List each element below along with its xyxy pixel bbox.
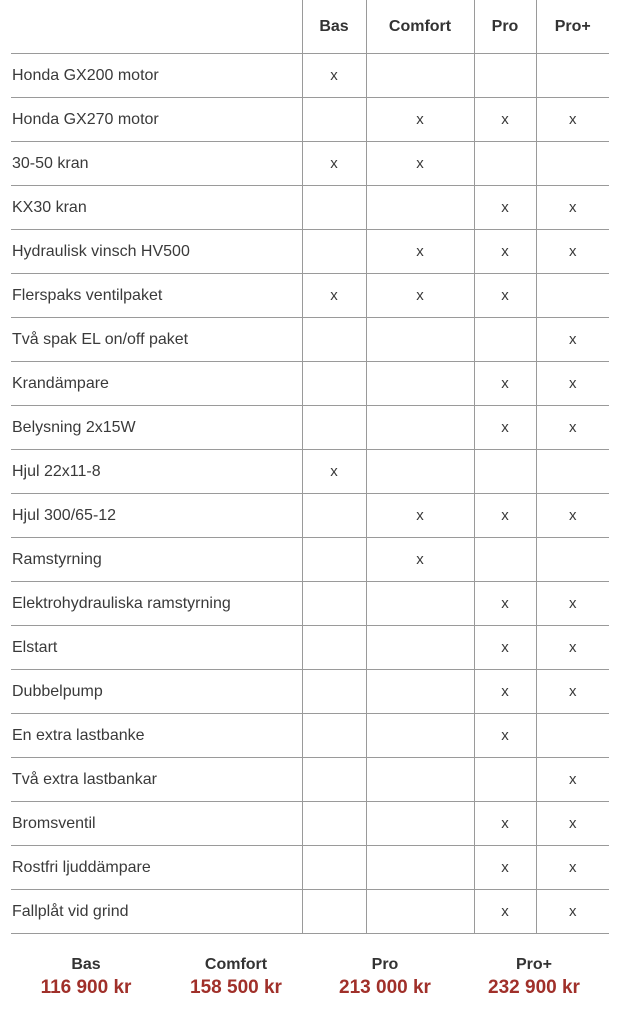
feature-mark-cell: [302, 758, 366, 802]
feature-name: 30-50 kran: [11, 142, 302, 186]
feature-mark-cell: [366, 406, 474, 450]
feature-mark-cell: x: [536, 406, 609, 450]
price-comfort: [161, 955, 311, 1001]
feature-mark-cell: [536, 538, 609, 582]
feature-name: Elstart: [11, 626, 302, 670]
feature-mark-cell: x: [474, 890, 536, 934]
feature-mark-cell: x: [474, 670, 536, 714]
header-feature: [11, 0, 302, 54]
table-row: [11, 362, 609, 406]
feature-name: Två spak EL on/off paket: [11, 318, 302, 362]
header-pro: Pro: [474, 0, 536, 54]
price-value: 213 000 kr: [339, 977, 431, 998]
feature-mark-cell: x: [366, 98, 474, 142]
header-row: [11, 0, 609, 54]
feature-mark-cell: [536, 54, 609, 98]
feature-name: Belysning 2x15W: [11, 406, 302, 450]
table-row: [11, 626, 609, 670]
feature-mark-cell: x: [474, 362, 536, 406]
feature-mark-cell: [302, 494, 366, 538]
feature-mark-cell: [366, 626, 474, 670]
feature-mark-cell: [302, 230, 366, 274]
feature-name: KX30 kran: [11, 186, 302, 230]
feature-mark-cell: [366, 846, 474, 890]
feature-mark-cell: [302, 318, 366, 362]
feature-mark-cell: [366, 758, 474, 802]
table-row: [11, 538, 609, 582]
feature-mark-cell: x: [366, 142, 474, 186]
feature-mark-cell: [366, 450, 474, 494]
feature-mark-cell: [302, 846, 366, 890]
feature-mark-cell: [536, 714, 609, 758]
feature-mark-cell: x: [474, 582, 536, 626]
feature-mark-cell: x: [536, 802, 609, 846]
feature-mark-cell: [302, 406, 366, 450]
feature-comparison-table: [11, 0, 609, 934]
feature-mark-cell: [302, 890, 366, 934]
price-name: Comfort: [204, 956, 268, 973]
price-value: 116 900 kr: [40, 977, 132, 998]
table-row: [11, 802, 609, 846]
feature-mark-cell: [366, 318, 474, 362]
table-row: [11, 450, 609, 494]
feature-mark-cell: x: [474, 98, 536, 142]
table-row: [11, 98, 609, 142]
table-row: [11, 406, 609, 450]
feature-mark-cell: [474, 54, 536, 98]
feature-mark-cell: [536, 450, 609, 494]
feature-mark-cell: [302, 714, 366, 758]
feature-name: Två extra lastbankar: [11, 758, 302, 802]
feature-name: Krandämpare: [11, 362, 302, 406]
table-row: [11, 714, 609, 758]
feature-mark-cell: x: [536, 758, 609, 802]
feature-mark-cell: x: [366, 230, 474, 274]
feature-mark-cell: [302, 186, 366, 230]
feature-mark-cell: [474, 318, 536, 362]
feature-mark-cell: x: [366, 274, 474, 318]
feature-mark-cell: x: [536, 98, 609, 142]
feature-mark-cell: x: [474, 406, 536, 450]
feature-mark-cell: x: [302, 450, 366, 494]
feature-mark-cell: x: [474, 714, 536, 758]
table-row: [11, 186, 609, 230]
price-bas: [11, 955, 161, 1001]
feature-mark-cell: x: [366, 494, 474, 538]
feature-rows: [11, 54, 609, 934]
feature-name: Rostfri ljuddämpare: [11, 846, 302, 890]
feature-name: Honda GX200 motor: [11, 54, 302, 98]
table-row: [11, 318, 609, 362]
header-pro-plus: Pro+: [536, 0, 609, 54]
price-pro: [310, 955, 460, 1001]
table-row: [11, 142, 609, 186]
feature-mark-cell: x: [474, 186, 536, 230]
feature-name: Honda GX270 motor: [11, 98, 302, 142]
feature-mark-cell: [474, 538, 536, 582]
table-row: [11, 230, 609, 274]
feature-mark-cell: x: [536, 230, 609, 274]
price-name: Bas: [71, 956, 101, 973]
feature-mark-cell: x: [474, 846, 536, 890]
feature-mark-cell: x: [536, 318, 609, 362]
price-pro-plus: [459, 955, 609, 1001]
feature-mark-cell: x: [536, 846, 609, 890]
feature-mark-cell: x: [536, 186, 609, 230]
feature-mark-cell: x: [302, 54, 366, 98]
feature-mark-cell: [366, 186, 474, 230]
feature-mark-cell: x: [536, 626, 609, 670]
feature-name: En extra lastbanke: [11, 714, 302, 758]
feature-mark-cell: [302, 626, 366, 670]
feature-mark-cell: x: [474, 626, 536, 670]
table-row: [11, 670, 609, 714]
feature-mark-cell: [536, 142, 609, 186]
feature-mark-cell: x: [366, 538, 474, 582]
feature-mark-cell: x: [474, 494, 536, 538]
table-row: [11, 54, 609, 98]
feature-name: Fallplåt vid grind: [11, 890, 302, 934]
feature-mark-cell: [366, 582, 474, 626]
feature-name: Flerspaks ventilpaket: [11, 274, 302, 318]
feature-name: Ramstyrning: [11, 538, 302, 582]
feature-mark-cell: [302, 362, 366, 406]
feature-mark-cell: [474, 142, 536, 186]
header-bas: Bas: [302, 0, 366, 54]
feature-mark-cell: [366, 714, 474, 758]
price-name: Pro: [371, 956, 399, 973]
feature-mark-cell: x: [536, 582, 609, 626]
feature-name: Elektrohydrauliska ramstyrning: [11, 582, 302, 626]
feature-mark-cell: x: [474, 802, 536, 846]
feature-name: Bromsventil: [11, 802, 302, 846]
price-name: Pro+: [515, 956, 552, 973]
feature-mark-cell: [366, 362, 474, 406]
feature-name: Hydraulisk vinsch HV500: [11, 230, 302, 274]
feature-mark-cell: x: [474, 274, 536, 318]
feature-mark-cell: [536, 274, 609, 318]
feature-mark-cell: [302, 670, 366, 714]
feature-mark-cell: [366, 54, 474, 98]
feature-mark-cell: [302, 582, 366, 626]
feature-mark-cell: x: [474, 230, 536, 274]
feature-mark-cell: x: [302, 142, 366, 186]
feature-mark-cell: [302, 802, 366, 846]
feature-name: Hjul 300/65-12: [11, 494, 302, 538]
feature-mark-cell: [366, 802, 474, 846]
price-value: 158 500 kr: [190, 977, 282, 998]
feature-mark-cell: x: [536, 362, 609, 406]
feature-mark-cell: [366, 670, 474, 714]
feature-mark-cell: [302, 98, 366, 142]
table-row: [11, 582, 609, 626]
feature-mark-cell: [474, 758, 536, 802]
feature-mark-cell: [366, 890, 474, 934]
feature-name: Dubbelpump: [11, 670, 302, 714]
feature-mark-cell: x: [536, 494, 609, 538]
feature-mark-cell: x: [302, 274, 366, 318]
table-row: [11, 494, 609, 538]
header-comfort: Comfort: [366, 0, 474, 54]
table-row: [11, 890, 609, 934]
feature-name: Hjul 22x11-8: [11, 450, 302, 494]
feature-mark-cell: [474, 450, 536, 494]
price-value: 232 900 kr: [488, 977, 580, 998]
table-row: [11, 758, 609, 802]
table-row: [11, 846, 609, 890]
table-row: [11, 274, 609, 318]
feature-mark-cell: x: [536, 890, 609, 934]
feature-mark-cell: [302, 538, 366, 582]
feature-mark-cell: x: [536, 670, 609, 714]
price-summary: [11, 955, 609, 1005]
